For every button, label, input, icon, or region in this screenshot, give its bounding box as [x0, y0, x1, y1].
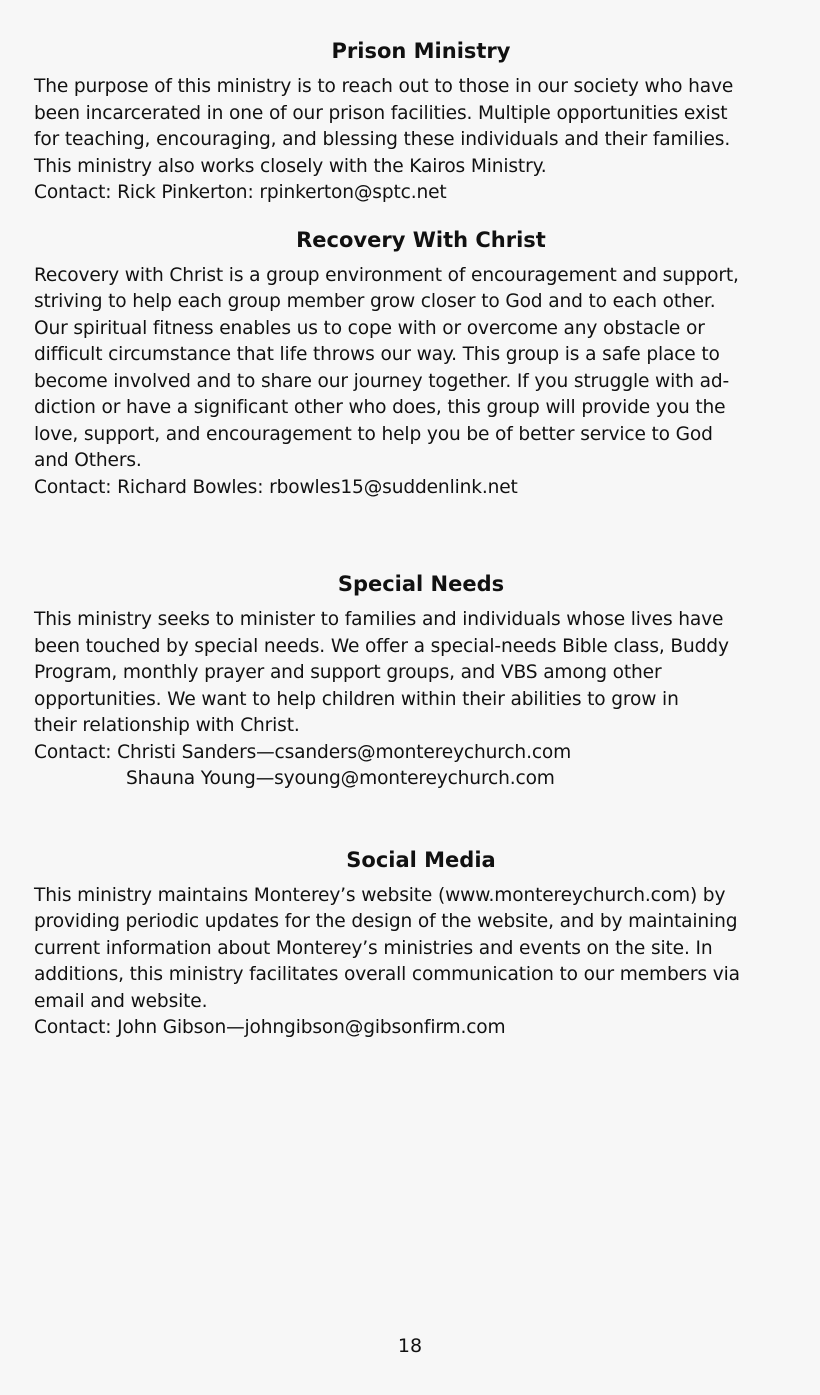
body-line: Recovery with Christ is a group environment of encouragement and support, [34, 264, 739, 286]
section-prison-ministry [34, 38, 794, 207]
contact-line: Contact: Rick Pinkerton: rpinkerton@sptc.net [34, 182, 447, 203]
contact-line: Contact: John Gibson—johngibson@gibsonfirm.com [34, 1017, 506, 1038]
body-line: current information about Monterey’s ministries and events on the site. In [34, 937, 713, 959]
section-recovery-with-christ [34, 227, 794, 502]
body-line: become involved and to share our journey together. If you struggle with ad- [34, 370, 730, 392]
body-line: This ministry seeks to minister to families and individuals whose lives have [34, 609, 724, 630]
section-social-media [34, 847, 794, 1042]
body-line: additions, this ministry facilitates overall communication to our members via [34, 964, 740, 985]
body-line: diction or have a significant other who does, this group will provide you the [34, 397, 726, 418]
body-line: for teaching, encouraging, and blessing these individuals and their families. [34, 129, 731, 150]
section-body [34, 607, 794, 793]
section-special-needs [34, 571, 794, 793]
body-line: providing periodic updates for the design of the website, and by maintaining [34, 911, 738, 932]
section-body [34, 74, 794, 207]
document-page [34, 32, 794, 1042]
body-line: Program, monthly prayer and support groups, and VBS among other [34, 662, 662, 683]
section-heading: Social Media [346, 847, 496, 872]
contact-line-secondary: Shauna Young—syoung@montereychurch.com [126, 768, 555, 789]
body-line: The purpose of this ministry is to reach out to those in our society who have [34, 76, 734, 97]
body-line: email and website. [34, 990, 208, 1012]
body-line: Our spiritual fitness enables us to cope with or overcome any obstacle or [34, 317, 705, 339]
section-body [34, 263, 794, 502]
body-line: striving to help each group member grow closer to God and to each other. [34, 291, 716, 312]
contact-line: Contact: Richard Bowles: rbowles15@suddenlink.net [34, 476, 518, 498]
body-line: and Others. [34, 450, 142, 471]
section-heading: Recovery With Christ [296, 227, 546, 252]
body-line: been incarcerated in one of our prison facilities. Multiple opportunities exist [34, 102, 728, 124]
body-line: love, support, and encouragement to help you be of better service to God [34, 423, 713, 445]
page-number: 18 [397, 1335, 423, 1357]
section-heading: Prison Ministry [331, 39, 511, 63]
section-body [34, 883, 794, 1042]
contact-line: Contact: Christi Sanders—csanders@montereychurch.com [34, 741, 572, 763]
body-line: their relationship with Christ. [34, 715, 300, 736]
body-line: been touched by special needs. We offer a special-needs Bible class, Buddy [34, 635, 729, 657]
section-heading: Special Needs [337, 572, 505, 596]
body-line: difficult circumstance that life throws our way. This group is a safe place to [34, 344, 720, 365]
body-line: This ministry maintains Monterey’s website (www.montereychurch.com) by [34, 884, 726, 906]
body-line: This ministry also works closely with the Kairos Ministry. [34, 155, 547, 177]
body-line: opportunities. We want to help children within their abilities to grow in [34, 688, 679, 710]
